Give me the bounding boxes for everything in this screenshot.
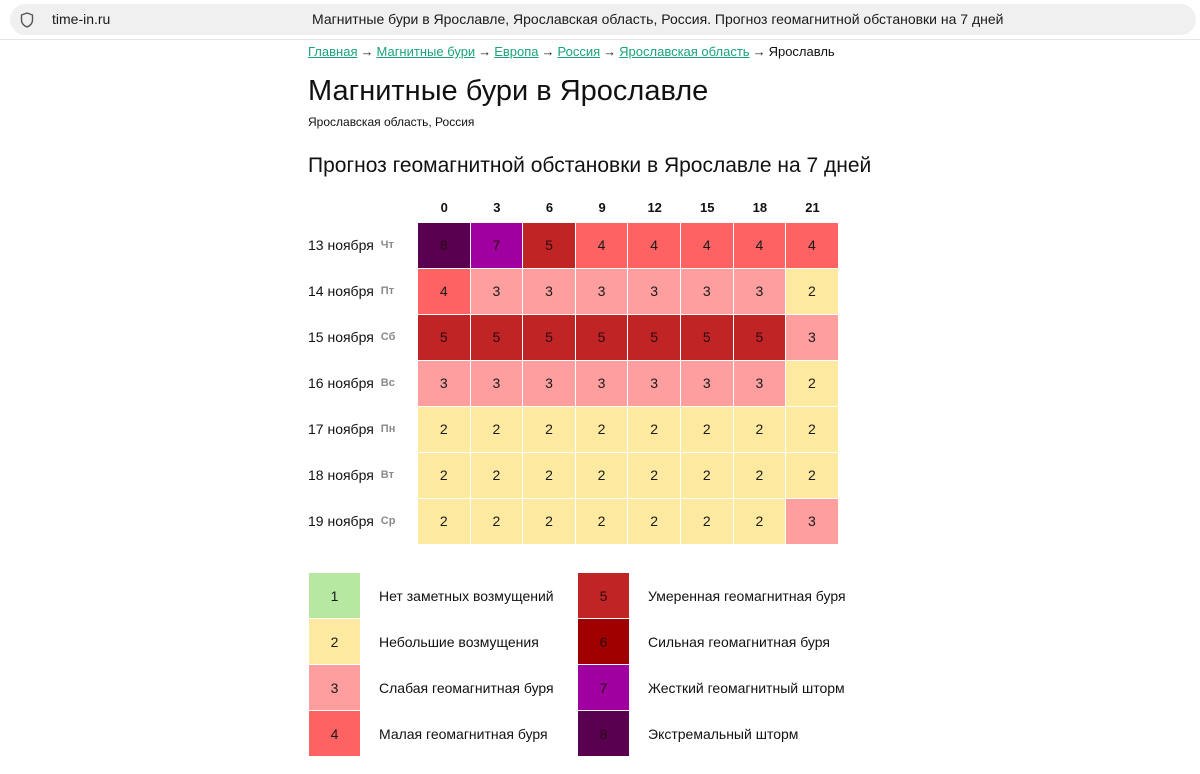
kp-cell: 2	[786, 407, 838, 452]
page-tab-title: Магнитные бури в Ярославле, Ярославская область, Россия. Прогноз геомагнитной обстановки на 7 дней	[312, 11, 1004, 27]
kp-cell: 2	[471, 499, 523, 544]
kp-cell: 5	[471, 315, 523, 360]
day-of-week: Ср	[380, 515, 396, 527]
kp-cell: 2	[681, 453, 733, 498]
hour-header: 9	[598, 200, 606, 215]
day-cells	[418, 499, 839, 544]
legend-swatch: 3	[309, 665, 360, 710]
kp-cell: 3	[681, 269, 733, 314]
legend-swatch: 1	[309, 573, 360, 618]
kp-cell: 3	[471, 269, 523, 314]
day-cells	[418, 453, 839, 498]
kp-cell: 3	[628, 361, 680, 406]
legend-swatch: 5	[578, 573, 629, 618]
forecast-day-row	[308, 406, 839, 452]
kp-cell: 5	[734, 315, 786, 360]
kp-cell: 2	[786, 453, 838, 498]
kp-cell: 2	[523, 499, 575, 544]
kp-cell: 4	[576, 223, 628, 268]
day-of-week: Чт	[380, 239, 394, 251]
breadcrumb-separator: →	[360, 44, 374, 59]
kp-cell: 2	[628, 499, 680, 544]
legend-label: Умеренная геомагнитная буря	[648, 587, 846, 604]
kp-cell: 3	[786, 315, 838, 360]
hour-header: 6	[545, 200, 554, 215]
kp-cell: 5	[681, 315, 733, 360]
day-date: 14 ноября	[308, 283, 374, 299]
page-title: Магнитные бури в Ярославле	[308, 75, 709, 107]
day-date: 18 ноября	[308, 467, 374, 483]
day-label	[308, 283, 418, 299]
kp-cell: 4	[418, 269, 470, 314]
day-of-week: Пт	[380, 285, 395, 297]
breadcrumb-separator: →	[752, 44, 766, 59]
kp-cell: 4	[628, 223, 680, 268]
kp-cell: 2	[786, 361, 838, 406]
day-cells	[418, 361, 839, 406]
day-label	[308, 329, 418, 345]
browser-toolbar	[0, 0, 1200, 40]
day-label	[308, 375, 418, 391]
kp-cell: 2	[471, 407, 523, 452]
day-label	[308, 237, 418, 253]
legend-item	[578, 573, 846, 618]
section-title: Прогноз геомагнитной обстановки в Ярославле на 7 дней	[308, 154, 872, 177]
day-date: 16 ноября	[308, 375, 374, 391]
forecast-day-row	[308, 268, 839, 314]
day-cells	[418, 269, 839, 314]
forecast-day-row	[308, 314, 839, 360]
kp-cell: 2	[418, 453, 470, 498]
day-label	[308, 513, 418, 529]
breadcrumb-link-russia[interactable]: Россия	[557, 44, 601, 59]
kp-cell: 2	[523, 407, 575, 452]
kp-cell: 2	[523, 453, 575, 498]
day-of-week: Вс	[380, 377, 395, 389]
day-cells	[418, 407, 839, 452]
kp-cell: 2	[734, 407, 786, 452]
kp-cell: 2	[576, 407, 628, 452]
legend-label: Малая геомагнитная буря	[379, 725, 548, 742]
day-cells	[418, 315, 839, 360]
hour-header: 3	[493, 200, 501, 215]
forecast-day-row	[308, 452, 839, 498]
legend-label: Сильная геомагнитная буря	[648, 633, 830, 650]
day-date: 15 ноября	[308, 329, 374, 345]
legend-label: Нет заметных возмущений	[379, 587, 554, 604]
legend-label: Экстремальный шторм	[648, 725, 799, 742]
kp-cell: 3	[734, 361, 786, 406]
kp-cell: 2	[681, 407, 733, 452]
legend-item	[578, 665, 845, 710]
day-of-week: Сб	[380, 331, 396, 343]
legend-swatch: 2	[309, 619, 360, 664]
legend-swatch: 7	[578, 665, 629, 710]
kp-cell: 4	[681, 223, 733, 268]
breadcrumb-separator: →	[541, 44, 555, 59]
kp-cell: 5	[576, 315, 628, 360]
legend-swatch: 6	[578, 619, 629, 664]
kp-cell: 5	[523, 315, 575, 360]
kp-cell: 2	[786, 269, 838, 314]
legend-item	[309, 619, 539, 664]
legend-item	[309, 711, 548, 756]
day-of-week: Вт	[380, 469, 394, 481]
forecast-day-row	[308, 498, 839, 544]
legend-label: Жесткий геомагнитный шторм	[648, 679, 845, 696]
breadcrumb-link-europe[interactable]: Европа	[494, 44, 539, 59]
hour-header-row	[418, 200, 839, 220]
day-label	[308, 421, 418, 437]
kp-cell: 5	[418, 315, 470, 360]
kp-cell: 2	[576, 453, 628, 498]
breadcrumb-link-home[interactable]: Главная	[308, 44, 358, 59]
shield-icon[interactable]	[20, 12, 34, 28]
hour-header: 0	[440, 200, 448, 215]
address-domain[interactable]: time-in.ru	[52, 11, 111, 27]
hour-header: 21	[805, 200, 820, 215]
breadcrumb	[308, 44, 835, 59]
kp-cell: 3	[576, 361, 628, 406]
kp-cell: 5	[523, 223, 575, 268]
legend-item	[309, 573, 554, 618]
kp-cell: 2	[734, 499, 786, 544]
kp-cell: 5	[628, 315, 680, 360]
address-bar[interactable]	[10, 4, 1196, 35]
breadcrumb-current: Ярославль	[768, 44, 835, 59]
kp-cell: 3	[628, 269, 680, 314]
hour-header: 15	[700, 200, 715, 215]
day-date: 19 ноября	[308, 513, 374, 529]
kp-cell: 2	[471, 453, 523, 498]
kp-cell: 3	[418, 361, 470, 406]
kp-cell: 3	[471, 361, 523, 406]
legend-item	[578, 619, 830, 664]
kp-cell: 2	[418, 407, 470, 452]
day-date: 17 ноября	[308, 421, 374, 437]
breadcrumb-separator: →	[478, 44, 492, 59]
kp-cell: 3	[734, 269, 786, 314]
kp-cell: 3	[786, 499, 838, 544]
kp-cell: 2	[576, 499, 628, 544]
kp-cell: 4	[786, 223, 838, 268]
forecast-day-row	[308, 222, 839, 268]
day-label	[308, 467, 418, 483]
day-date: 13 ноября	[308, 237, 374, 253]
kp-cell: 2	[628, 453, 680, 498]
legend-label: Слабая геомагнитная буря	[379, 679, 554, 696]
legend-swatch: 4	[309, 711, 360, 756]
breadcrumb-link-region[interactable]: Ярославская область	[619, 44, 750, 59]
legend-label: Небольшие возмущения	[379, 633, 539, 650]
forecast-day-row	[308, 360, 839, 406]
day-cells	[418, 223, 839, 268]
kp-cell: 3	[576, 269, 628, 314]
page-subtitle: Ярославская область, Россия	[308, 115, 475, 129]
kp-cell: 3	[523, 361, 575, 406]
kp-cell: 2	[734, 453, 786, 498]
kp-cell: 2	[628, 407, 680, 452]
kp-cell: 3	[523, 269, 575, 314]
hour-header: 18	[752, 200, 768, 215]
kp-cell: 8	[418, 223, 470, 268]
kp-cell: 3	[681, 361, 733, 406]
hour-header: 12	[647, 200, 662, 215]
kp-cell: 4	[734, 223, 786, 268]
legend-item	[309, 665, 554, 710]
kp-cell: 2	[418, 499, 470, 544]
kp-cell: 7	[471, 223, 523, 268]
legend-swatch: 8	[578, 711, 629, 756]
breadcrumb-separator: →	[603, 44, 617, 59]
breadcrumb-link-magnetic-storms[interactable]: Магнитные бури	[376, 44, 476, 59]
kp-cell: 2	[681, 499, 733, 544]
legend-item	[578, 711, 798, 756]
day-of-week: Пн	[380, 423, 396, 435]
